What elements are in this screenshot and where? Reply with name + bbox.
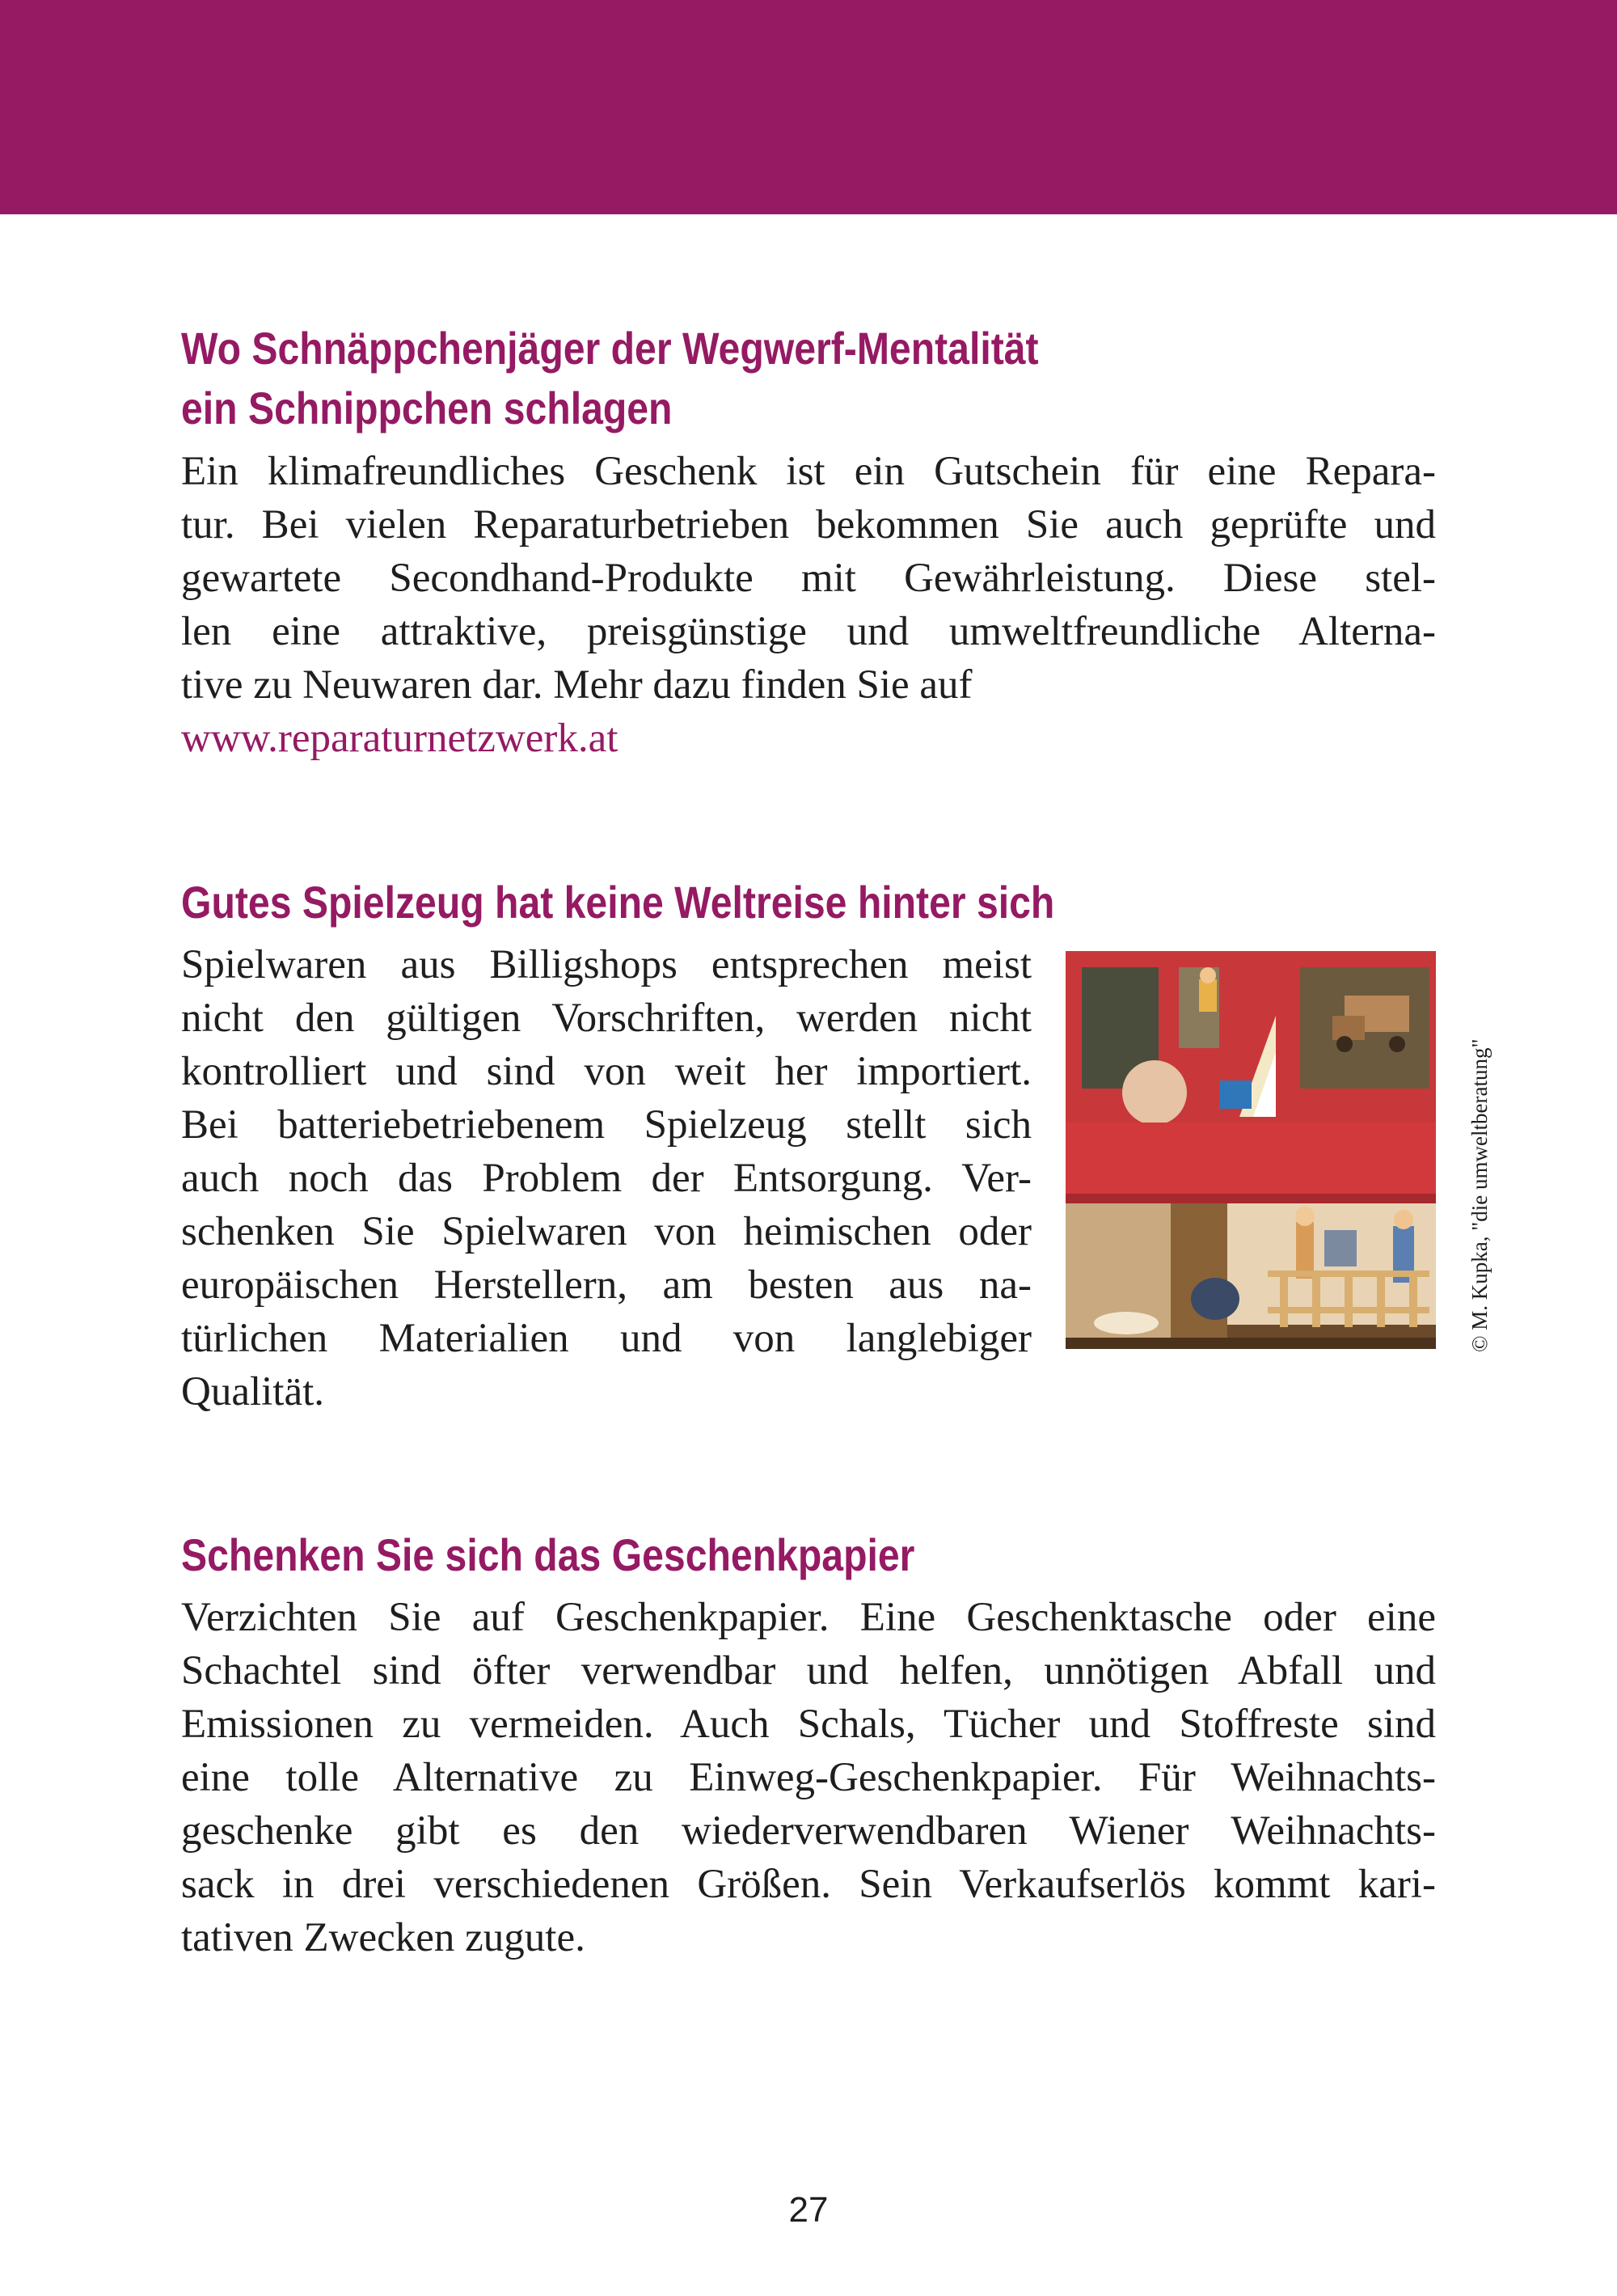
text-line: Verzichten Sie auf Geschenkpapier. Eine Geschenktasche oder eine bbox=[181, 1595, 1436, 1640]
text-line: len eine attraktive, preisgünstige und umweltfreundliche Alterna- bbox=[181, 609, 1436, 654]
section-body-repair-voucher bbox=[181, 445, 1436, 765]
text-line: Bei batteriebetriebenem Spielzeug stellt sich bbox=[181, 1102, 1032, 1148]
text-line: Spielwaren aus Billigshops entsprechen meist bbox=[181, 942, 1032, 987]
page-number: 27 bbox=[788, 2190, 829, 2230]
section-heading-toys bbox=[181, 873, 1054, 932]
text-line: eine tolle Alternative zu Einweg-Geschenkpapier. Für Weihnachts- bbox=[181, 1755, 1436, 1800]
text-line: sack in drei verschiedenen Größen. Sein Verkaufserlös kommt kari- bbox=[181, 1862, 1436, 1907]
text-line: gewartete Secondhand-Produkte mit Gewährleistung. Diese stel- bbox=[181, 556, 1436, 601]
text-line: Schachtel sind öfter verwendbar und helfen, unnötigen Abfall und bbox=[181, 1648, 1436, 1693]
text-line: tativen Zwecken zugute. bbox=[181, 1915, 585, 1960]
text-line: auch noch das Problem der Entsorgung. Ver- bbox=[181, 1156, 1032, 1201]
section-heading-bargain-hunters bbox=[181, 319, 1039, 438]
text-line: kontrolliert und sind von weit her importiert. bbox=[181, 1049, 1032, 1094]
text-line: Ein klimafreundliches Geschenk ist ein Gutschein für eine Repara- bbox=[181, 449, 1436, 494]
section-body-toys bbox=[181, 938, 1032, 1419]
text-line: geschenke gibt es den wiederverwendbaren Wiener Weihnachts- bbox=[181, 1808, 1436, 1854]
heading-line: Wo Schnäppchenjäger der Wegwerf-Mentalität bbox=[181, 323, 1039, 374]
text-line: schenken Sie Spielwaren von heimischen oder bbox=[181, 1209, 1032, 1254]
text-line: tive zu Neuwaren dar. Mehr dazu finden Sie auf bbox=[181, 662, 973, 708]
repair-network-link[interactable]: www.reparaturnetzwerk.at bbox=[181, 716, 619, 761]
heading-line: Schenken Sie sich das Geschenkpapier bbox=[181, 1529, 915, 1580]
text-line: türlichen Materialien und von langlebiger bbox=[181, 1316, 1032, 1361]
toy-dollhouse-photo bbox=[1066, 951, 1436, 1349]
section-heading-wrapping-paper bbox=[181, 1525, 914, 1585]
text-line: Qualität. bbox=[181, 1369, 325, 1414]
section-body-wrapping-paper bbox=[181, 1591, 1436, 1964]
heading-line: ein Schnippchen schlagen bbox=[181, 383, 673, 433]
text-line: europäischen Herstellern, am besten aus na- bbox=[181, 1262, 1032, 1308]
text-line: tur. Bei vielen Reparaturbetrieben bekommen Sie auch geprüfte und bbox=[181, 502, 1436, 548]
heading-line: Gutes Spielzeug hat keine Weltreise hinter sich bbox=[181, 877, 1055, 928]
text-line: Emissionen zu vermeiden. Auch Schals, Tücher und Stoffreste sind bbox=[181, 1702, 1436, 1747]
header-band bbox=[0, 0, 1617, 214]
text-line: nicht den gültigen Vorschriften, werden nicht bbox=[181, 996, 1032, 1041]
image-credit: © M. Kupka, "die umweltberatung" bbox=[1467, 1038, 1492, 1352]
